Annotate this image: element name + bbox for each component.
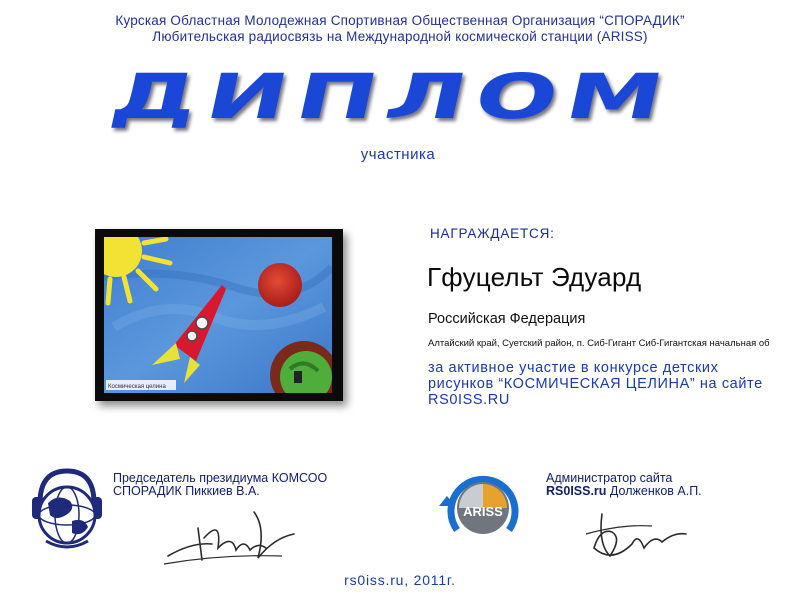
organization-name: Курская Областная Молодежная Спортивная Общественная Организация “СПОРАДИК”	[115, 13, 685, 28]
awarded-label: НАГРАЖДАЕТСЯ:	[430, 226, 555, 241]
signer-right-name-line	[546, 485, 796, 498]
site-name: RS0ISS.ru	[546, 484, 607, 498]
diploma-subtitle	[0, 146, 800, 163]
drawing-planet-red	[258, 263, 302, 307]
recipient-country: Российская Федерация	[428, 311, 586, 327]
diploma-subtitle-text: участника	[360, 146, 436, 163]
signer-right	[546, 472, 796, 498]
signer-left-title: Председатель президиума КОМСОО	[113, 471, 328, 485]
signer-left-name: СПОРАДИК Пиккиев В.А.	[113, 484, 260, 498]
signer-right-title: Администратор сайта	[546, 471, 673, 485]
children-drawing-image	[104, 237, 332, 393]
recipient-name: Гфуцельт Эдуард	[427, 262, 642, 292]
sporadik-globe-logo	[26, 463, 108, 553]
award-reason: за активное участие в конкурсе детских рисунков “КОСМИЧЕСКАЯ ЦЕЛИНА” на сайте RS0ISS.RU	[428, 360, 763, 408]
signature-left	[162, 498, 302, 570]
ariss-logo-text: ARISS	[463, 504, 503, 519]
signature-right	[582, 504, 692, 568]
organization-program: Любительская радиосвязь на Международной космической станции (ARISS)	[152, 29, 648, 44]
recipient-address: Алтайский край, Суетский район, п. Сиб-Гигант Сиб-Гигантская начальная об	[428, 338, 770, 349]
ariss-logo	[433, 466, 525, 548]
drawing-caption: Космическая целина	[108, 384, 166, 390]
footer-text: rs0iss.ru, 2011г.	[344, 572, 456, 588]
signer-left	[113, 472, 383, 498]
signer-right-name: Долженков А.П.	[609, 484, 702, 498]
diploma-title: ДИПЛОМ	[104, 60, 680, 133]
